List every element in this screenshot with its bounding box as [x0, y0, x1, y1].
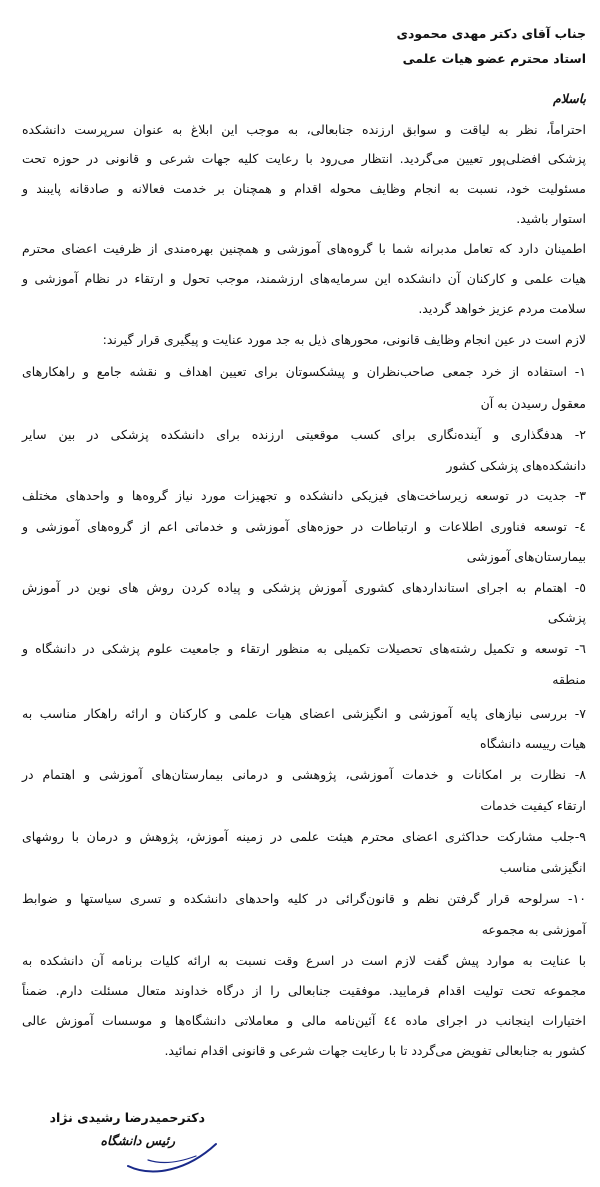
closing-line-2: مجموعه تحت تولیت اقدام فرمایید. موفقیت جنابعالی را از درگاه خداوند متعال مسئلت دارم. ضمناً [22, 983, 586, 998]
list-item-2-line-1: ۲- هدفگذاری و آینده‌نگاری برای کسب موقعیتی ارزنده برای دانشکده پزشکی در بین سایر [22, 427, 586, 442]
list-item-9-line-1: ۹-جلب مشارکت حداکثری اعضای محترم هیئت علمی در زمینه آموزش، پژوهش و درمان با روشهای [22, 829, 586, 844]
greeting: باسلام [553, 91, 586, 106]
list-item-1-line-2: معقول رسیدن به آن [480, 396, 586, 411]
list-item-9-line-2: انگیزشی مناسب [499, 860, 586, 875]
recipient-title: جناب آقای دکتر مهدی محمودی [396, 26, 586, 41]
list-item-2-line-2: دانشکده‌های پزشکی کشور [446, 458, 586, 473]
list-item-10-line-1: ۱۰- سرلوحه قرار گرفتن نظم و قانون‌گرائی در کلیه واحدهای دانشکده و تسری سیاستها و ضوابط [22, 891, 586, 906]
body-p2-line-2: هیات علمی و کارکنان آن دانشکده این سرمایه‌های ارزشمند، موجب تحول و ارتقاء در نظام آموزشی و [22, 271, 586, 286]
signature-stroke [118, 1138, 228, 1178]
list-item-10-line-2: آموزشی به مجموعه [481, 922, 586, 937]
body-p1-line-2: پزشکی افضلی‌پور تعیین می‌گردید. انتظار می‌رود با رعایت کلیه جهات شرعی و قانونی در حوزه تحت [22, 151, 586, 166]
body-p1-line-4: استوار باشید. [516, 211, 586, 226]
body-p2-line-1: اطمینان دارد که تعامل مدبرانه شما با گروه‌های آموزشی و همچنین بهره‌مندی از ظرفیت اعضای محترم [22, 241, 586, 256]
body-p1-line-1: احتراماً، نظر به لیاقت و سوابق ارزنده جنابعالی، به موجب این ابلاغ به عنوان سرپرست دانشکده [22, 122, 586, 137]
list-item-1-line-1: ۱- استفاده از خرد جمعی صاحب‌نظران و پیشکسوتان برای تعیین اهداف و نقشه جامع و راهکارهای [22, 364, 586, 379]
list-item-8-line-1: ۸- نظارت بر امکانات و خدمات آموزشی، پژوهشی و درمانی بیمارستان‌های آموزشی و اهتمام در [22, 767, 586, 782]
list-item-6-line-1: ٦- توسعه و تکمیل رشته‌های تحصیلات تکمیلی به منظور ارتقاء و جامعیت علوم پزشکی در دانشگاه و [22, 641, 586, 656]
body-p1-line-3: مسئولیت خود، نسبت به انجام وظایف محوله اقدام و همچنان بر خدمت فعالانه و صادقانه پایبند و [22, 181, 586, 196]
body-p3: لازم است در عین انجام وظایف قانونی، محورهای ذیل به جد مورد عنایت و پیگیری قرار گیرند: [102, 332, 586, 347]
closing-line-1: با عنایت به موارد پیش گفت لازم است در اسرع وقت نسبت به ارائه کلیات برنامه آن دانشکده به [22, 953, 586, 968]
list-item-6-line-2: منطقه [552, 672, 586, 687]
list-item-7-line-1: ۷- بررسی نیازهای پایه آموزشی و انگیزشی اعضای هیات علمی و کارکنان و ارائه راهکار مناسب به [22, 706, 586, 721]
body-p2-line-3: سلامت مردم عزیز خواهد گردید. [418, 301, 586, 316]
list-item-3-line-1: ۳- جدیت در توسعه زیرساخت‌های فیزیکی دانشکده و تجهیزات مورد نیاز گروه‌ها و واحدهای مختلف [22, 488, 586, 503]
list-item-7-line-2: هیات رییسه دانشگاه [480, 736, 586, 751]
recipient-position: استاد محترم عضو هیات علمی [402, 51, 586, 66]
list-item-5-line-1: ٥- اهتمام به اجرای استانداردهای کشوری آموزش پزشکی و پیاده کردن روش های نوین در آموزش [22, 580, 586, 595]
signatory-title: رئیس دانشگاه [100, 1133, 175, 1148]
list-item-8-line-2: ارتقاء کیفیت خدمات [480, 798, 586, 813]
list-item-5-line-2: پزشکی [547, 610, 586, 625]
closing-line-3: اختیارات اینجانب در اجرای ماده ٤٤ آئین‌نامه مالی و معاملاتی دانشگاه‌ها و موسسات آموزش عالی [22, 1013, 586, 1028]
signatory-name: دکترحمیدرضا رشیدی نژاد [49, 1110, 205, 1125]
closing-line-4: کشور به جنابعالی تفویض می‌گردد تا با رعایت جهات شرعی و قانونی اقدام نمائید. [164, 1043, 586, 1058]
list-item-4-line-1: ٤- توسعه فناوری اطلاعات و ارتباطات در حوزه‌های آموزشی و خدماتی اعم از گروه‌های آموزشی و [22, 519, 586, 534]
list-item-4-line-2: بیمارستان‌های آموزشی [466, 549, 586, 564]
